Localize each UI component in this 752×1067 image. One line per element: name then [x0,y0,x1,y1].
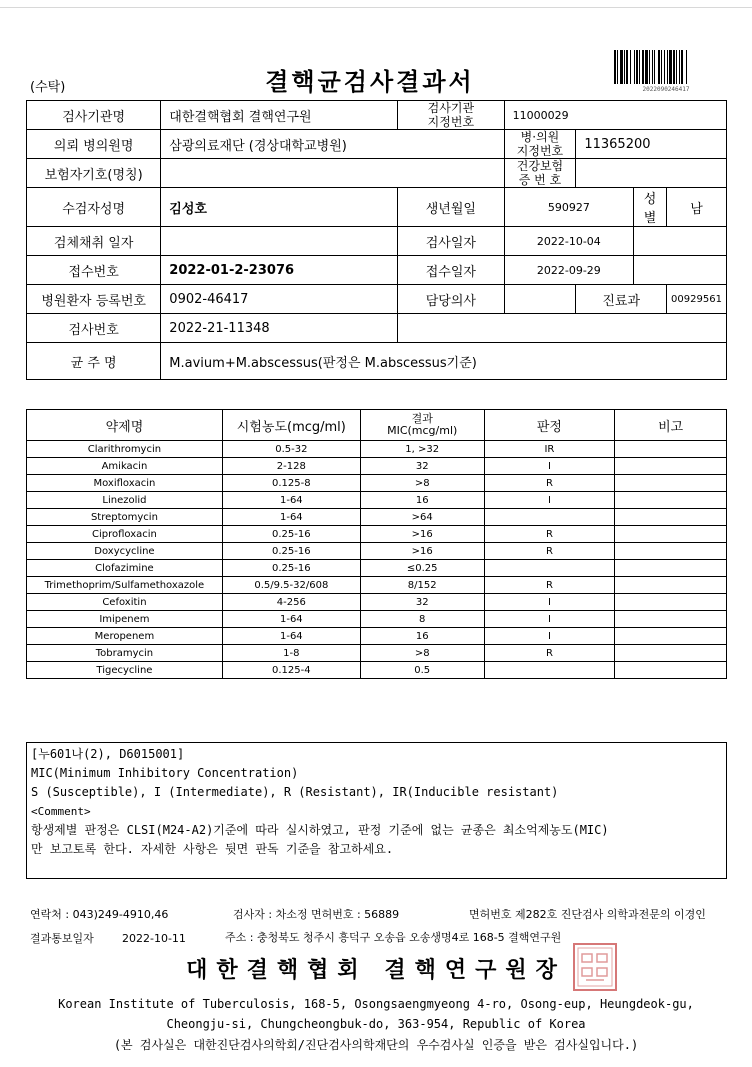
drug-cell-note [615,645,727,662]
drug-row [27,475,727,492]
drug-row [27,577,727,594]
comment-label: <Comment> [31,805,91,818]
drug-row [27,611,727,628]
drug-cell-drug: Moxifloxacin [27,475,223,492]
drug-cell-mic: >8 [360,475,484,492]
drug-cell-interp: R [484,543,615,560]
drug-cell-drug: Cefoxitin [27,594,223,611]
drug-cell-mic: 32 [360,594,484,611]
collect-value [161,227,398,256]
hosp-no-label-2: 지정번호 [516,144,564,158]
birth-label: 생년월일 [398,188,504,227]
agency-value: 대한결핵협회 결핵연구원 [161,101,398,130]
drug-table-header [27,410,727,441]
agency-no-label-2: 지정번호 [427,115,475,129]
drug-cell-conc: 0.25-16 [222,526,360,543]
drug-row [27,492,727,509]
drug-cell-interp: I [484,594,615,611]
drug-cell-conc: 0.125-4 [222,662,360,679]
receipt-date-value: 2022-09-29 [504,256,633,285]
info-row-hospital [27,130,727,159]
certification-note: (본 검사실은 대한진단검사의학회/진단검사의학재단의 우수검사실 인증을 받은 검사실입니다.) [113,1038,639,1052]
info-row-testno [27,314,727,343]
ins-card-label [504,159,576,188]
barcode [612,50,720,88]
drug-cell-conc: 2-128 [222,458,360,475]
header-interpretation: 판정 [484,410,615,441]
drug-cell-conc: 1-64 [222,628,360,645]
drug-cell-mic: 8/152 [360,577,484,594]
agency-no-label [398,101,504,130]
comment-box [26,742,727,879]
drug-row [27,509,727,526]
page-title: 결핵균검사결과서 [265,68,475,96]
report-date-value: 2022-10-11 [122,932,186,945]
drug-cell-drug: Trimethoprim/Sulfamethoxazole [27,577,223,594]
drug-cell-conc: 0.5-32 [222,441,360,458]
drug-cell-note [615,526,727,543]
drug-cell-conc: 4-256 [222,594,360,611]
barcode-number: 2022090246417 [642,86,690,93]
drug-cell-conc: 1-64 [222,509,360,526]
drug-cell-conc: 1-8 [222,645,360,662]
dept-value: 00929561 [667,285,727,314]
hosp-no-label [504,130,576,159]
receipt-no-label: 접수번호 [27,256,161,285]
comment-text-2: 만 보고토록 한다. 자세한 사항은 뒷면 판독 기준을 참고하세요. [31,842,394,856]
drug-cell-drug: Tobramycin [27,645,223,662]
drug-row [27,458,727,475]
contact: 연락처 : 043)249-4910,46 [30,908,169,921]
drug-cell-note [615,662,727,679]
drug-cell-drug: Tigecycline [27,662,223,679]
drug-row [27,526,727,543]
drug-row [27,594,727,611]
drug-cell-note [615,543,727,560]
institute-name: 대한결핵협회 결핵연구원장 [186,958,566,983]
dept-label: 진료과 [576,285,667,314]
drug-cell-mic: >64 [360,509,484,526]
ins-card-label-2: 증 번 호 [518,173,562,187]
ins-card-value [576,159,727,188]
header-concentration: 시험농도(mcg/ml) [222,410,360,441]
header-mic-1: 결과 [411,412,433,425]
drug-row [27,628,727,645]
drug-cell-mic: 32 [360,458,484,475]
test-date-value: 2022-10-04 [504,227,633,256]
drug-cell-note [615,475,727,492]
header-note: 비고 [615,410,727,441]
drug-cell-interp: R [484,577,615,594]
drug-cell-note [615,458,727,475]
drug-cell-interp: I [484,628,615,645]
agency-label: 검사기관명 [27,101,161,130]
drug-cell-interp [484,560,615,577]
drug-cell-interp: I [484,492,615,509]
drug-cell-conc: 1-64 [222,492,360,509]
sir-definition: S (Susceptible), I (Intermediate), R (Resistant), IR(Inducible resistant) [31,785,559,799]
drug-cell-drug: Streptomycin [27,509,223,526]
drug-cell-note [615,577,727,594]
drug-cell-drug: Linezolid [27,492,223,509]
address-kr: 주소 : 충청북도 청주시 흥덕구 오송읍 오송생명4로 168-5 결핵연구원 [225,931,562,944]
test-date-label: 검사일자 [398,227,504,256]
top-divider [0,7,752,8]
blank-cell [634,256,727,285]
ins-card-label-1: 건강보험 [516,159,564,173]
drug-cell-interp: R [484,475,615,492]
comment-text-1: 항생제별 판정은 CLSI(M24-A2)기준에 따라 실시하였고, 판정 기준에 없는 균종은 최소억제농도(MIC) [31,823,609,837]
drug-cell-conc: 0.5/9.5-32/608 [222,577,360,594]
drug-cell-drug: Clarithromycin [27,441,223,458]
drug-cell-note [615,492,727,509]
agency-no-value: 11000029 [504,101,726,130]
species-label: 균 주 명 [27,343,161,380]
sex-label: 성별 [634,188,667,227]
address-en-2: Cheongju-si, Chungcheongbuk-do, 363-954, Republic of Korea [166,1017,586,1031]
blank-cell [634,227,727,256]
insurer-label: 보험자기호(명칭) [27,159,161,188]
drug-cell-conc: 0.25-16 [222,560,360,577]
drug-cell-note [615,628,727,645]
info-row-species [27,343,727,380]
info-row-registration [27,285,727,314]
drug-cell-note [615,611,727,628]
drug-cell-interp: I [484,458,615,475]
info-row-patient [27,188,727,227]
drug-cell-interp: R [484,645,615,662]
receipt-date-label: 접수일자 [398,256,504,285]
report-date-label: 결과통보일자 [30,932,94,945]
drug-cell-note [615,594,727,611]
drug-cell-mic: >16 [360,526,484,543]
header-mic [360,410,484,441]
drug-cell-note [615,560,727,577]
birth-value: 590927 [504,188,633,227]
drug-cell-mic: 8 [360,611,484,628]
info-row-receipt [27,256,727,285]
agency-no-label-1: 검사기관 [427,101,475,115]
consignment-label: (수탁) [30,80,66,95]
blank-cell [398,314,727,343]
patient-label: 수검자성명 [27,188,161,227]
drug-cell-mic: >8 [360,645,484,662]
info-row-agency [27,101,727,130]
test-no-label: 검사번호 [27,314,161,343]
drug-cell-mic: >16 [360,543,484,560]
reg-no-label: 병원환자 등록번호 [27,285,161,314]
drug-cell-interp: IR [484,441,615,458]
species-value: M.avium+M.abscessus(판정은 M.abscessus기준) [161,343,727,380]
drug-cell-mic: 0.5 [360,662,484,679]
sex-value: 남 [667,188,727,227]
reg-no-value: 0902-46417 [161,285,398,314]
info-row-insurer [27,159,727,188]
patient-info-table [26,100,727,380]
collect-label: 검체채취 일자 [27,227,161,256]
req-hospital-value: 삼광의료재단 (경상대학교병원) [161,130,504,159]
drug-row [27,560,727,577]
drug-cell-drug: Doxycycline [27,543,223,560]
drug-cell-conc: 1-64 [222,611,360,628]
drug-cell-mic: 16 [360,628,484,645]
patient-value: 김성호 [161,188,398,227]
drug-cell-mic: 16 [360,492,484,509]
address-en-1: Korean Institute of Tuberculosis, 168-5, Osongsaengmyeong 4-ro, Osong-eup, Heungdeok-gu, [58,997,694,1011]
drug-cell-conc: 0.125-8 [222,475,360,492]
drug-cell-drug: Amikacin [27,458,223,475]
req-hospital-label: 의뢰 병의원명 [27,130,161,159]
hosp-no-label-1: 병·의원 [520,130,560,144]
doctor-value [504,285,576,314]
drug-cell-drug: Meropenem [27,628,223,645]
drug-row [27,662,727,679]
info-row-collect [27,227,727,256]
insurer-value [161,159,504,188]
drug-cell-interp: R [484,526,615,543]
test-no-value: 2022-21-11348 [161,314,398,343]
header-drug: 약제명 [27,410,223,441]
drug-cell-drug: Imipenem [27,611,223,628]
drug-cell-interp [484,509,615,526]
doctor-label: 담당의사 [398,285,504,314]
drug-cell-mic: ≤0.25 [360,560,484,577]
license: 면허번호 제282호 진단검사 의학과전문의 이경인 [469,908,706,921]
drug-cell-note [615,509,727,526]
drug-cell-drug: Ciprofloxacin [27,526,223,543]
drug-row [27,645,727,662]
drug-cell-note [615,441,727,458]
hosp-no-value: 11365200 [576,130,727,159]
header-mic-2: MIC(mcg/ml) [387,424,458,437]
tester: 검사자 : 차소정 면허번호 : 56889 [233,908,400,921]
receipt-no-value: 2022-01-2-23076 [161,256,398,285]
code-line: [누601나(2), D6015001] [31,747,185,761]
drug-cell-mic: 1, >32 [360,441,484,458]
drug-row [27,441,727,458]
drug-susceptibility-table [26,409,727,679]
drug-cell-interp: I [484,611,615,628]
drug-row [27,543,727,560]
mic-definition: MIC(Minimum Inhibitory Concentration) [31,766,299,780]
drug-cell-interp [484,662,615,679]
drug-cell-drug: Clofazimine [27,560,223,577]
drug-cell-conc: 0.25-16 [222,543,360,560]
